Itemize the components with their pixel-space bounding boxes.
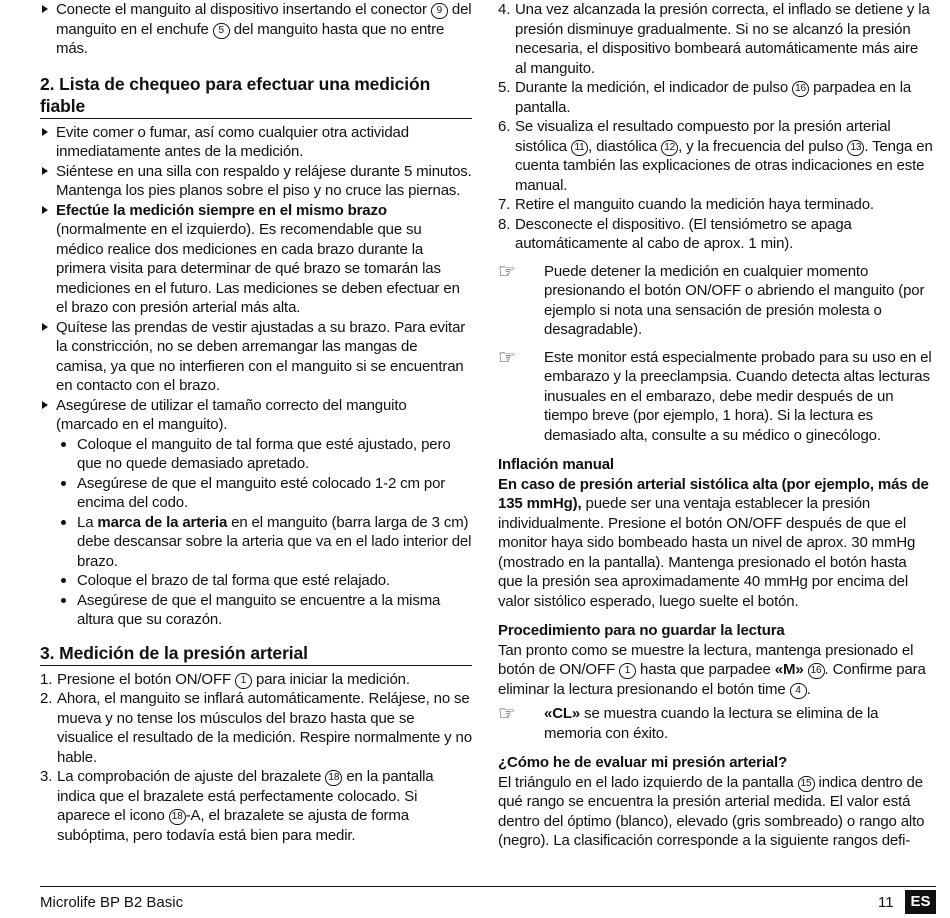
ref-16: 16 bbox=[792, 81, 809, 97]
hand-pointing-icon: ☞ bbox=[498, 703, 516, 725]
checklist-item: Efectúe la medición siempre en el mismo brazo (normalmente en el izquierdo). Es recomendable que su médico realice dos mediciones en cada brazo durante la primera visita para determinar de qué brazo se tomarán las mediciones en el futuro. Las mediciones se deben efectuar en el brazo con presión arterial más alta. bbox=[40, 201, 472, 318]
checklist-subitem: Asegúrese de que el manguito esté colocado 1-2 cm por encima del codo. bbox=[40, 474, 472, 513]
step-3: 3. La comprobación de ajuste del brazalete 18 en la pantalla indica que el brazalete está perfectamente colocado. Si aparece el icono 18 -A, el brazalete se ajusta de forma subóptima, pero todavía está bien para medir. bbox=[40, 768, 434, 844]
step-5: 5. Durante la medición, el indicador de pulso 16 parpadea en la pantalla. bbox=[498, 79, 912, 116]
ref-5: 5 bbox=[213, 23, 230, 39]
evaluate-text: El triángulo en el lado izquierdo de la pantalla 15 indica dentro de qué rango se encuentra la presión arterial medida. El valor está dentro del óptimo (blanco), elevado (gris sombreado) o rango alto (negro). La clasificación corresponde a la siguiente rangos defi- bbox=[498, 773, 925, 849]
manual-inflation-title: Inflación manual bbox=[498, 456, 614, 473]
section-3-heading: 3. Medición de la presión arterial bbox=[40, 642, 472, 666]
ref-1: 1 bbox=[619, 663, 636, 679]
checklist-item: Asegúrese de utilizar el tamaño correcto del manguito (marcado en el manguito). bbox=[40, 396, 472, 435]
evaluate-title: ¿Cómo he de evaluar mi presión arterial? bbox=[498, 754, 788, 771]
hand-pointing-icon: ☞ bbox=[498, 346, 516, 369]
ref-11: 11 bbox=[571, 140, 588, 156]
ref-4: 4 bbox=[790, 683, 807, 699]
checklist-item: Quítese las prendas de vestir ajustadas a su brazo. Para evitar la constricción, no se deben arremangar las mangas de camisa, ya que no interfieren con el manguito si se encuentran en contacto con el brazo. bbox=[40, 318, 472, 396]
note-cl: ☞ «CL» se muestra cuando la lectura se elimina de la memoria con éxito. bbox=[498, 703, 879, 742]
checklist-subitem: Asegúrese de que el manguito se encuentre a la misma altura que su corazón. bbox=[40, 591, 472, 630]
manual-inflation-text: En caso de presión arterial sistólica alta (por ejemplo, más de 135 mmHg), puede ser una ventaja establecer la presión individualmente. Presione el botón ON/OFF después de que el monitor haya sido bombeado hasta un nivel de aprox. 30 mmHg (mostrado en la pantalla). Mantenga presionado el botón hasta que la presión sea aproximadamente 40 mmHg por encima del valor sistólico esperado, luego suelte el botón. bbox=[498, 475, 929, 610]
step-2: 2. Ahora, el manguito se inflará automáticamente. Relájese, no se mueva y no tense los músculos del brazo hasta que se visualice el resultado de la medición. Respire normalmente y no hable. bbox=[40, 690, 472, 766]
ref-15: 15 bbox=[798, 776, 815, 792]
step-4: 4. Una vez alcanzada la presión correcta, el inflado se detiene y la presión disminuye gradualmente. Si no se alcanzó la presión necesaria, el dispositivo bombeará automáticamente más aire al manguito. bbox=[498, 1, 930, 77]
ref-1: 1 bbox=[235, 673, 252, 689]
ref-9: 9 bbox=[431, 3, 448, 19]
ref-13: 13 bbox=[847, 140, 864, 156]
hand-pointing-icon: ☞ bbox=[498, 260, 516, 283]
intro-bullet: Conecte el manguito al dispositivo insertando el conector 9 del manguito en el enchufe 5 del manguito hasta que no entre más. bbox=[40, 0, 472, 59]
checklist-subitem: La marca de la arteria en el manguito (barra larga de 3 cm) debe descansar sobre la arteria que va en el lado interior del brazo. bbox=[40, 513, 472, 572]
right-column bbox=[498, 0, 933, 851]
checklist-subitem: Coloque el manguito de tal forma que esté ajustado, pero que no quede demasiado apretado. bbox=[40, 435, 472, 474]
note-stop: ☞ Puede detener la medición en cualquier momento presionando el botón ON/OFF o abriendo el manguito (por ejemplo si nota una sensación de presión molesta o desagradable). bbox=[498, 260, 925, 338]
procedure-text: Tan pronto como se muestre la lectura, mantenga presionado el botón de ON/OFF 1 hasta que parpadee «M» 16 . Confirme para eliminar la lectura presionando el botón time 4 . bbox=[498, 641, 926, 698]
page-number: 11 bbox=[878, 894, 894, 911]
checklist-subitem: Coloque el brazo de tal forma que esté relajado. bbox=[40, 571, 472, 591]
checklist-item: Siéntese en una silla con respaldo y relájese durante 5 minutos. Mantenga los pies planos sobre el piso y no cruce las piernas. bbox=[40, 162, 472, 201]
step-6: 6. Se visualiza el resultado compuesto por la presión arterial sistólica 11 , diastólica 12 , y la frecuencia del pulso 13 . Tenga en cuenta también las explicaciones de otras indicaciones en este manual. bbox=[498, 118, 933, 194]
section-2-heading: 2. Lista de chequeo para efectuar una medición fiable bbox=[40, 73, 472, 119]
checklist-item: Evite comer o fumar, así como cualquier otra actividad inmediatamente antes de la medición. bbox=[40, 123, 472, 162]
step-1: 1. Presione el botón ON/OFF 1 para iniciar la medición. bbox=[40, 670, 410, 688]
left-column bbox=[40, 0, 472, 845]
ref-12: 12 bbox=[661, 140, 678, 156]
step-8: 8. Desconecte el dispositivo. (El tensiómetro se apaga automáticamente al cabo de aprox. 1 min). bbox=[498, 215, 852, 252]
ref-18: 18 bbox=[169, 809, 186, 825]
language-badge: ES bbox=[905, 890, 936, 914]
procedure-title: Procedimiento para no guardar la lectura bbox=[498, 622, 785, 639]
note-pregnancy: ☞ Este monitor está especialmente probado para su uso en el embarazo y la preeclampsia. Cuando detecta altas lecturas inusuales en el embarazo, debe medir después de un tiempo breve (por ejemplo, 1 hora). Si la lectura es demasiado alta, consulte a su médico o ginecólogo. bbox=[498, 346, 932, 444]
ref-18: 18 bbox=[325, 770, 342, 786]
footer-product: Microlife BP B2 Basic bbox=[40, 894, 184, 911]
ref-16: 16 bbox=[808, 663, 825, 679]
step-7: 7. Retire el manguito cuando la medición haya terminado. bbox=[498, 196, 874, 213]
footer-divider bbox=[40, 886, 936, 887]
